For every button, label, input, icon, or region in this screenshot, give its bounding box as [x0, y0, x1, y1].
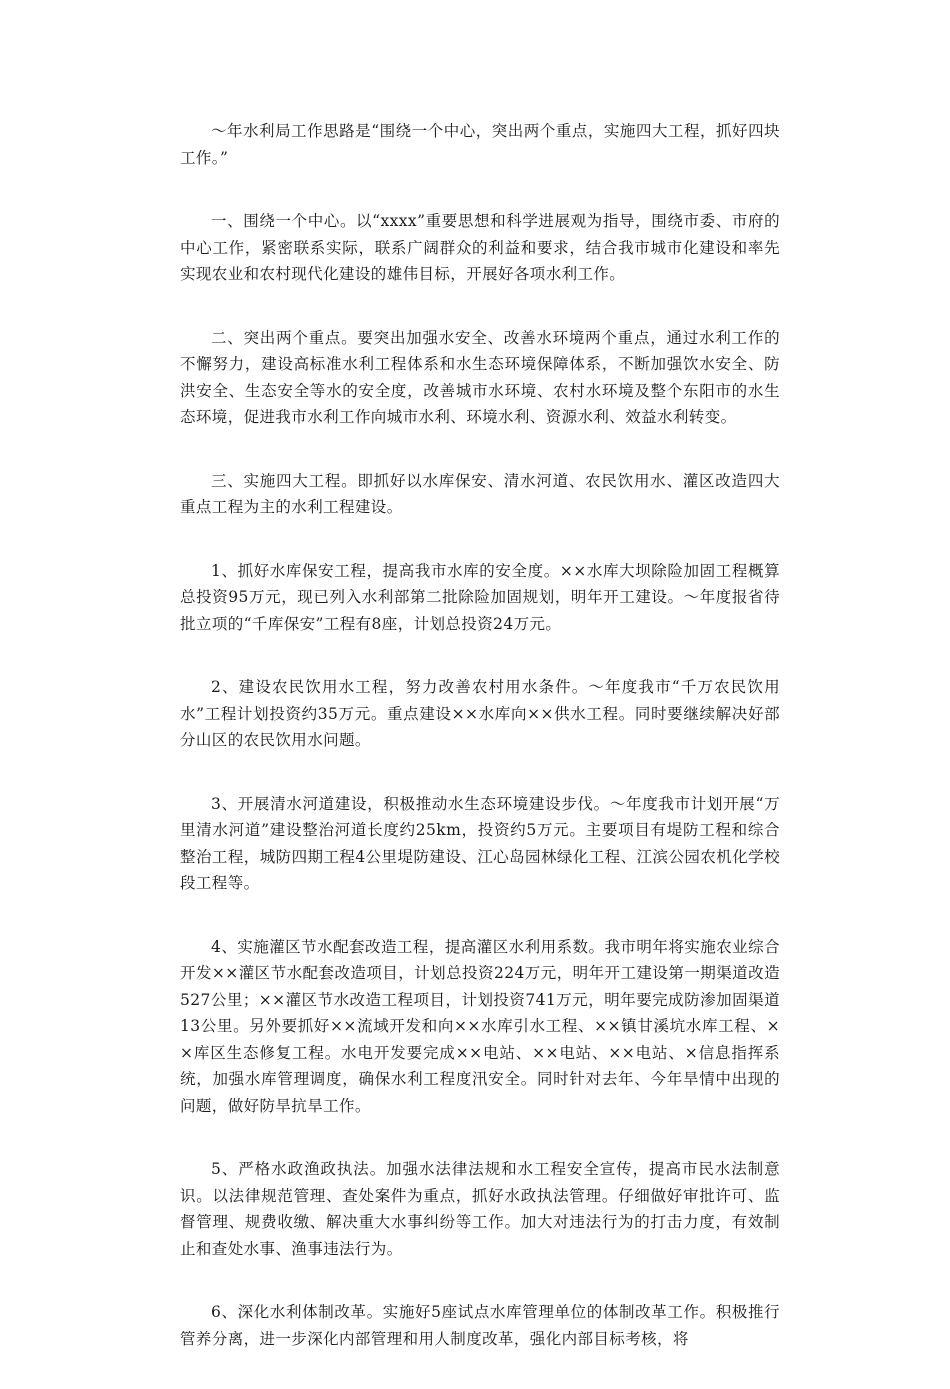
paragraph-item-6: 6、深化水利体制改革。实施好5座试点水库管理单位的体制改革工作。积极推行管养分离，进一步深化内部管理和用人制度改革，强化内部目标考核，将	[180, 1303, 780, 1348]
paragraph-section-one: 一、围绕一个中心。以“xxxx”重要思想和科学进展观为指导，围绕市委、市府的中心工作，紧密联系实际，联系广阔群众的利益和要求，结合我市城市化建设和率先实现农业和农村现代化建设的雄伟目标，开展好各项水利工作。	[180, 212, 780, 283]
paragraph-item-4: 4、实施灌区节水配套改造工程，提高灌区水利用系数。我市明年将实施农业综合开发××灌区节水配套改造项目，计划总投资224万元，明年开工建设第一期渠道改造527公里；××灌区节水改造工程项目，计划投资741万元，明年要完成防渗加固渠道13公里。另外要抓好××流域开发和向××水库引水工程、××镇甘溪坑水库工程、××库区生态修复工程。水电开发要完成××电站、××电站、××电站、×信息指挥系统，加强水库管理调度，确保水利工程度汛安全。同时针对去年、今年旱情中出现的问题，做好防旱抗旱工作。	[180, 937, 780, 1115]
paragraph-section-two: 二、突出两个重点。要突出加强水安全、改善水环境两个重点，通过水利工作的不懈努力，建设高标准水利工程体系和水生态环境保障体系，不断加强饮水安全、防洪安全、生态安全等水的安全度，改善城市水环境、农村水环境及整个东阳市的水生态环境，促进我市水利工作向城市水利、环境水利、资源水利、效益水利转变。	[180, 328, 780, 426]
paragraph-item-1: 1、抓好水库保安工程，提高我市水库的安全度。××水库大坝除险加固工程概算总投资95万元，现已列入水利部第二批除险加固规划，明年开工建设。～年度报省待批立项的“千库保安”工程有8座，计划总投资24万元。	[180, 561, 780, 633]
paragraph-item-3: 3、开展清水河道建设，积极推动水生态环境建设步伐。～年度我市计划开展“万里清水河道”建设整治河道长度约25km，投资约5万元。主要项目有堤防工程和综合整治工程，城防四期工程4公里堤防建设、江心岛园林绿化工程、江滨公园农机化学校段工程等。	[180, 794, 780, 892]
paragraph-item-5: 5、严格水政渔政执法。加强水法律法规和水工程安全宣传，提高市民水法制意识。以法律规范管理、查处案件为重点，抓好水政执法管理。仔细做好审批许可、监督管理、规费收缴、解决重大水事纠纷等工作。加大对违法行为的打击力度，有效制止和查处水事、渔事违法行为。	[180, 1160, 780, 1258]
document-page	[180, 118, 780, 1389]
paragraph-item-2: 2、建设农民饮用水工程，努力改善农村用水条件。～年度我市“千万农民饮用水”工程计划投资约35万元。重点建设××水库向××供水工程。同时要继续解决好部分山区的农民饮用水问题。	[180, 678, 780, 749]
paragraph-section-three: 三、实施四大工程。即抓好以水库保安、清水河道、农民饮用水、灌区改造四大重点工程为主的水利工程建设。	[180, 471, 780, 516]
paragraph-intro: ～年水利局工作思路是“围绕一个中心，突出两个重点，实施四大工程，抓好四块工作。”	[180, 122, 780, 167]
